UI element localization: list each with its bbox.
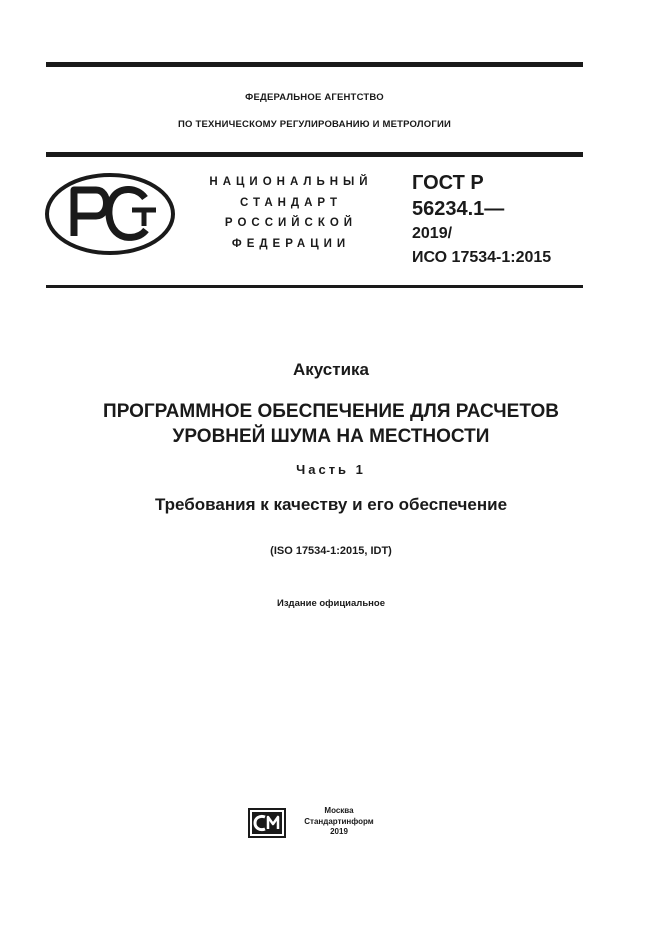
subtitle: Требования к качеству и его обеспечение (154, 495, 508, 514)
designation-line-3: 2019/ (412, 225, 453, 242)
iso-reference: (ISO 17534-1:2015, IDT) (270, 545, 392, 557)
publisher-name: Стандартинформ (304, 816, 374, 826)
publisher-city: Москва (324, 806, 354, 815)
part-label: Часть 1 (296, 462, 366, 477)
main-title-line-1: ПРОГРАММНОЕ ОБЕСПЕЧЕНИЕ ДЛЯ РАСЧЕТОВ (103, 401, 559, 422)
designation-line-4: ИСО 17534-1:2015 (412, 249, 552, 266)
middle-rule (46, 152, 583, 157)
bottom-rule (46, 285, 583, 288)
top-rule (46, 62, 583, 67)
edition-note: Издание официальное (277, 598, 385, 609)
standard-type (196, 172, 386, 254)
standard-designation (412, 170, 551, 270)
subject-heading: Акустика (292, 360, 369, 379)
standard-type-line-4: ФЕДЕРАЦИИ (231, 237, 351, 250)
publisher-block (294, 806, 384, 838)
designation-line-2: 56234.1— (412, 198, 505, 220)
agency-line-1: ФЕДЕРАЛЬНОЕ АГЕНТСТВО (245, 92, 384, 103)
main-title-line-2: УРОВНЕЙ ШУМА НА МЕСТНОСТИ (172, 426, 490, 447)
rst-mark-icon (44, 172, 176, 256)
publisher-year: 2019 (330, 827, 348, 836)
agency-line-2: ПО ТЕХНИЧЕСКОМУ РЕГУЛИРОВАНИЮ И МЕТРОЛОГИИ (178, 119, 451, 130)
standartinform-logo-icon (248, 808, 286, 838)
standard-type-line-3: РОССИЙСКОЙ (224, 217, 358, 229)
standard-type-line-1: НАЦИОНАЛЬНЫЙ (209, 176, 373, 188)
standard-type-line-2: СТАНДАРТ (240, 196, 342, 209)
designation-line-1: ГОСТ Р (412, 172, 484, 194)
